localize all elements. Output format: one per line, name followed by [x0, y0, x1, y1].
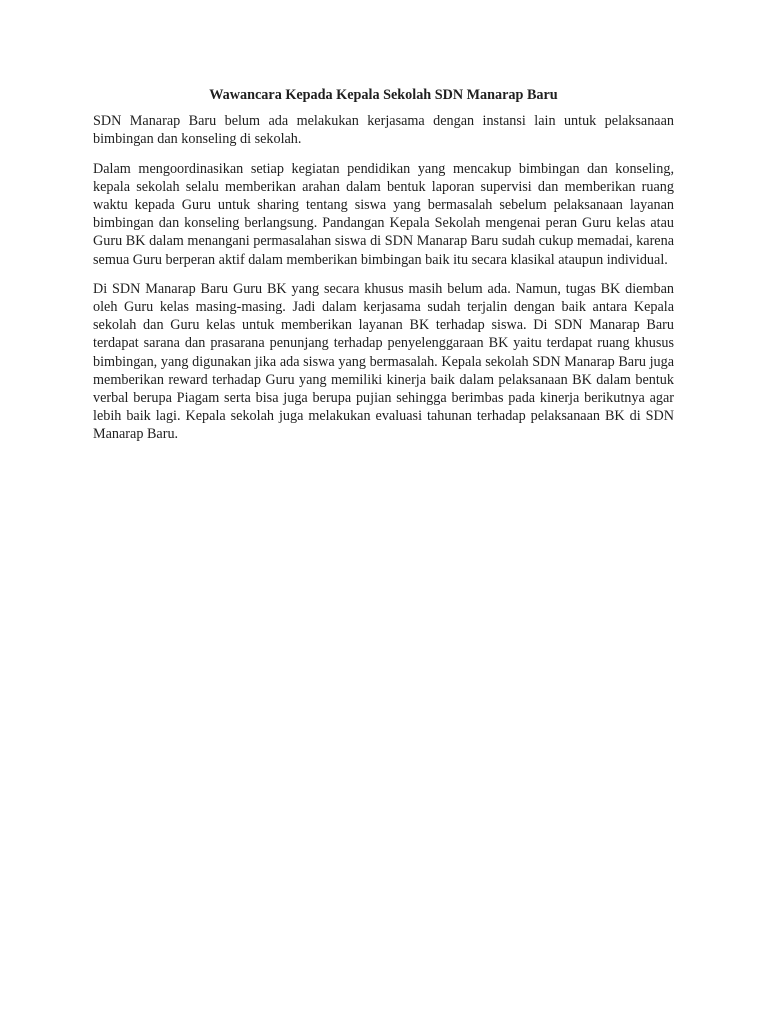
paragraph-2: Dalam mengoordinasikan setiap kegiatan pendidikan yang mencakup bimbingan dan konseling, kepala sekolah selalu memberikan arahan dalam bentuk laporan supervisi dan memberikan ruang waktu kepada Guru untuk sharing tentang siswa yang bermasalah sebelum pelaksanaan layanan bimbingan dan konseling berlangsung. Pandangan Kepala Sekolah mengenai peran Guru kelas atau Guru BK dalam menangani permasalahan siswa di SDN Manarap Baru sudah cukup memadai, karena semua Guru berperan aktif dalam memberikan bimbingan baik itu secara klasikal ataupun individual.	[93, 160, 674, 268]
paragraph-3: Di SDN Manarap Baru Guru BK yang secara khusus masih belum ada. Namun, tugas BK diemban oleh Guru kelas masing-masing. Jadi dalam kerjasama sudah terjalin dengan baik antara Kepala sekolah dan Guru kelas untuk memberikan layanan BK terhadap siswa. Di SDN Manarap Baru terdapat sarana dan prasarana penunjang terhadap penyelenggaraan BK yaitu terdapat ruang khusus bimbingan, yang digunakan jika ada siswa yang bermasalah. Kepala sekolah SDN Manarap Baru juga memberikan reward terhadap Guru yang memiliki kinerja baik dalam pelaksanaan BK dalam bentuk verbal berupa Piagam serta bisa juga berupa pujian sehingga berimbas pada kinerja berikutnya agar lebih baik lagi. Kepala sekolah juga melakukan evaluasi tahunan terhadap pelaksanaan BK di SDN Manarap Baru.	[93, 280, 674, 443]
paragraph-1: SDN Manarap Baru belum ada melakukan kerjasama dengan instansi lain untuk pelaksanaan bimbingan dan konseling di sekolah.	[93, 113, 674, 148]
document-title: Wawancara Kepada Kepala Sekolah SDN Manarap Baru	[209, 87, 558, 103]
document-body	[93, 86, 674, 455]
